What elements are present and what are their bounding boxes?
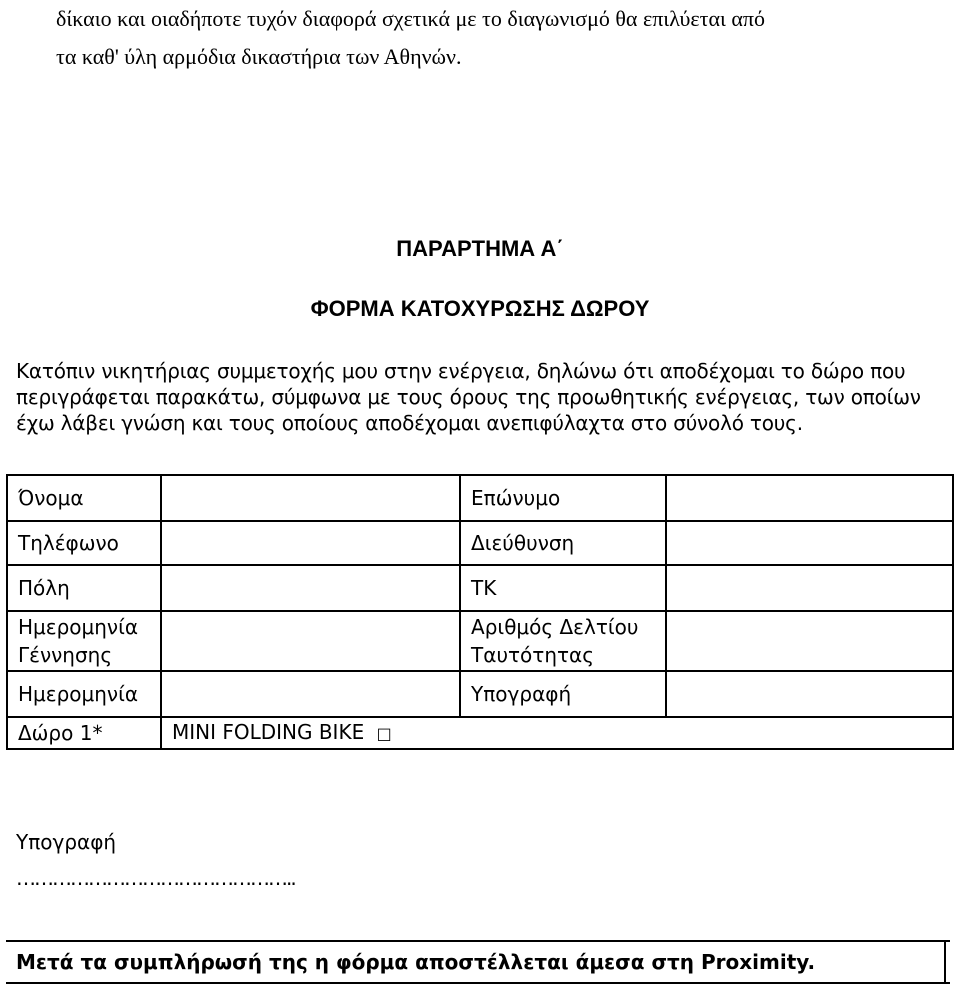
- date-label: Ημερομηνία: [7, 671, 161, 717]
- id-number-label-line-2: Ταυτότητας: [471, 643, 594, 667]
- form-row-gift: [7, 717, 953, 749]
- first-name-field[interactable]: [161, 475, 460, 521]
- preceding-line-2: τα καθ' ύλη αρμόδια δικαστήρια των Αθηνών.: [56, 44, 462, 69]
- id-number-label: [460, 611, 666, 671]
- gift-claim-form-table: [6, 474, 954, 750]
- last-name-field[interactable]: [666, 475, 953, 521]
- appendix-heading: ΠΑΡΑΡΤΗΜΑ Α΄: [396, 236, 564, 261]
- preceding-line-1: δίκαιο και οιαδήποτε τυχόν διαφορά σχετικά με το διαγωνισμό θα επιλύεται από: [56, 6, 766, 31]
- phone-field[interactable]: [161, 521, 460, 565]
- address-field[interactable]: [666, 521, 953, 565]
- submission-notice: Μετά τα συμπλήρωσή της η φόρμα αποστέλλεται άμεσα στη Proximity.: [6, 940, 950, 984]
- city-field[interactable]: [161, 565, 460, 611]
- notice-divider: [944, 940, 946, 984]
- signature-block-line[interactable]: ………………………………………..: [16, 866, 295, 890]
- form-row-name: [7, 475, 953, 521]
- phone-label: Τηλέφωνο: [7, 521, 161, 565]
- city-label: Πόλη: [7, 565, 161, 611]
- last-name-label: Επώνυμο: [460, 475, 666, 521]
- form-row-contact: [7, 521, 953, 565]
- gift-checkbox-icon[interactable]: □: [376, 724, 392, 743]
- intro-paragraph: Κατόπιν νικητήριας συμμετοχής μου στην ενέργεια, δηλώνω ότι αποδέχομαι το δώρο που περιγράφεται παρακάτω, σύμφωνα με τους όρους της προωθητικής ενέργειας, των οποίων έχω λάβει γνώση και τους οποίους αποδέχομαι ανεπιφύλαχτα στο σύνολό τους.: [16, 359, 921, 435]
- date-field[interactable]: [161, 671, 460, 717]
- id-number-field[interactable]: [666, 611, 953, 671]
- postal-code-label: ΤΚ: [460, 565, 666, 611]
- postal-code-field[interactable]: [666, 565, 953, 611]
- form-title: ΦΟΡΜΑ ΚΑΤΟΧΥΡΩΣΗΣ ΔΩΡΟΥ: [310, 296, 650, 321]
- gift-option[interactable]: [161, 717, 953, 749]
- form-row-identity: [7, 611, 953, 671]
- signature-label: Υπογραφή: [460, 671, 666, 717]
- signature-block-label: Υπογραφή: [16, 830, 117, 854]
- first-name-label: Όνομα: [7, 475, 161, 521]
- address-label: Διεύθυνση: [460, 521, 666, 565]
- gift-label: Δώρο 1*: [7, 717, 161, 749]
- id-number-label-line-1: Αριθμός Δελτίου: [471, 615, 639, 639]
- form-row-location: [7, 565, 953, 611]
- signature-field[interactable]: [666, 671, 953, 717]
- birth-date-label-line-2: Γέννησης: [18, 643, 113, 667]
- birth-date-label: [7, 611, 161, 671]
- birth-date-label-line-1: Ημερομηνία: [18, 615, 139, 639]
- birth-date-field[interactable]: [161, 611, 460, 671]
- gift-value: MINI FOLDING BIKE: [171, 720, 365, 744]
- preceding-paragraph: [56, 0, 936, 76]
- form-row-date-signature: [7, 671, 953, 717]
